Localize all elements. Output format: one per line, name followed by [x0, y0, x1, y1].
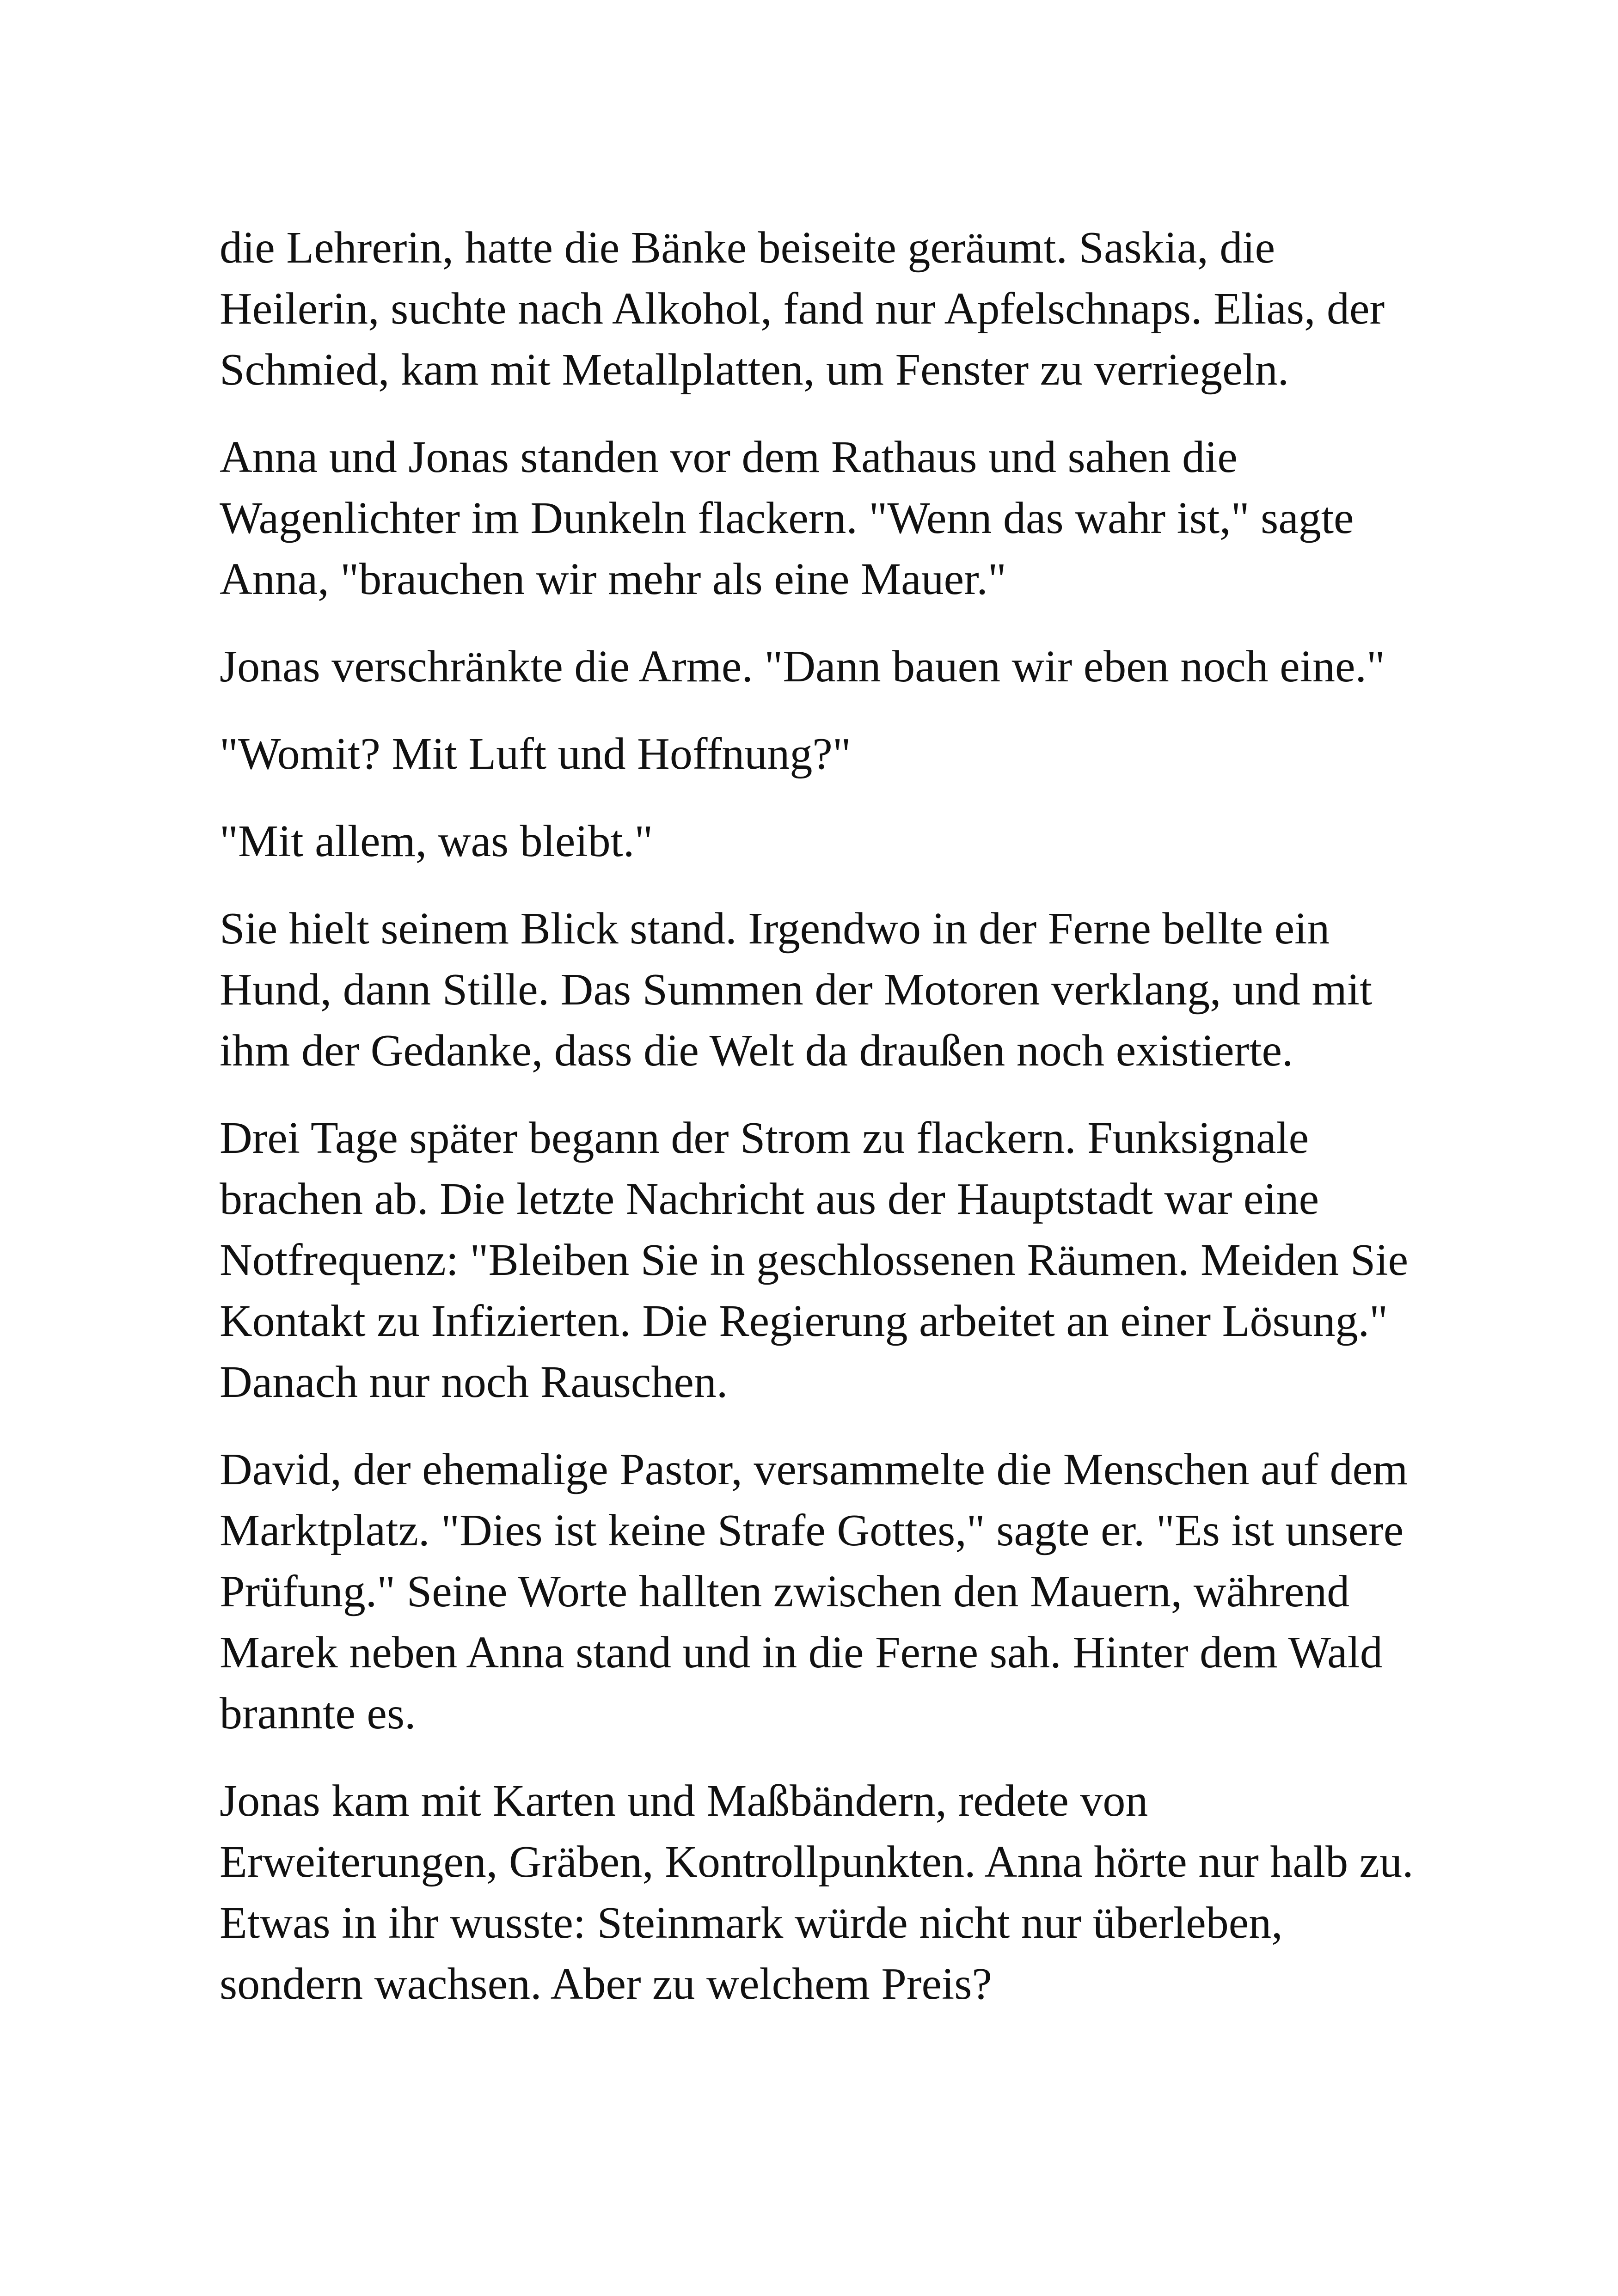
paragraph-5: "Mit allem, was bleibt."	[220, 816, 653, 866]
paragraph-3: Jonas verschränkte die Arme. "Dann bauen wir eben noch eine."	[220, 642, 1385, 692]
paragraph-4: "Womit? Mit Luft und Hoffnung?"	[220, 729, 851, 779]
paragraph-6: Sie hielt seinem Blick stand. Irgendwo in der Ferne bellte ein Hund, dann Stille. Das Summen der Motoren verklang, und mit ihm der Gedanke, dass die Welt da draußen noch existierte.	[220, 904, 1373, 1076]
paragraph-1: die Lehrerin, hatte die Bänke beiseite geräumt. Saskia, die Heilerin, suchte nach Alkohol, fand nur Apfelschnaps. Elias, der Schmied, kam mit Metallplatten, um Fenster zu verriegeln.	[220, 223, 1385, 395]
paragraph-2: Anna und Jonas standen vor dem Rathaus und sahen die Wagenlichter im Dunkeln flackern. "Wenn das wahr ist," sagte Anna, "brauchen wir mehr als eine Mauer."	[220, 432, 1354, 604]
paragraph-9: Jonas kam mit Karten und Maßbändern, redete von Erweiterungen, Gräben, Kontrollpunkten. Anna hörte nur halb zu. Etwas in ihr wusste: Steinmark würde nicht nur überleben, sondern wachsen. Aber zu welchem Preis?	[220, 1776, 1414, 2009]
paragraph-7: Drei Tage später begann der Strom zu flackern. Funksignale brachen ab. Die letzte Nachricht aus der Hauptstadt war eine Notfrequenz: "Bleiben Sie in geschlossenen Räumen. Meiden Sie Kontakt zu Infizierten. Die Regierung arbeitet an einer Lösung." Danach nur noch Rauschen.	[220, 1113, 1409, 1407]
body-text	[220, 217, 1431, 2041]
paragraph-8: David, der ehemalige Pastor, versammelte die Menschen auf dem Marktplatz. "Dies ist keine Strafe Gottes," sagte er. "Es ist unsere Prüfung." Seine Worte hallten zwischen den Mauern, während Marek neben Anna stand und in die Ferne sah. Hinter dem Wald brannte es.	[220, 1445, 1408, 1739]
